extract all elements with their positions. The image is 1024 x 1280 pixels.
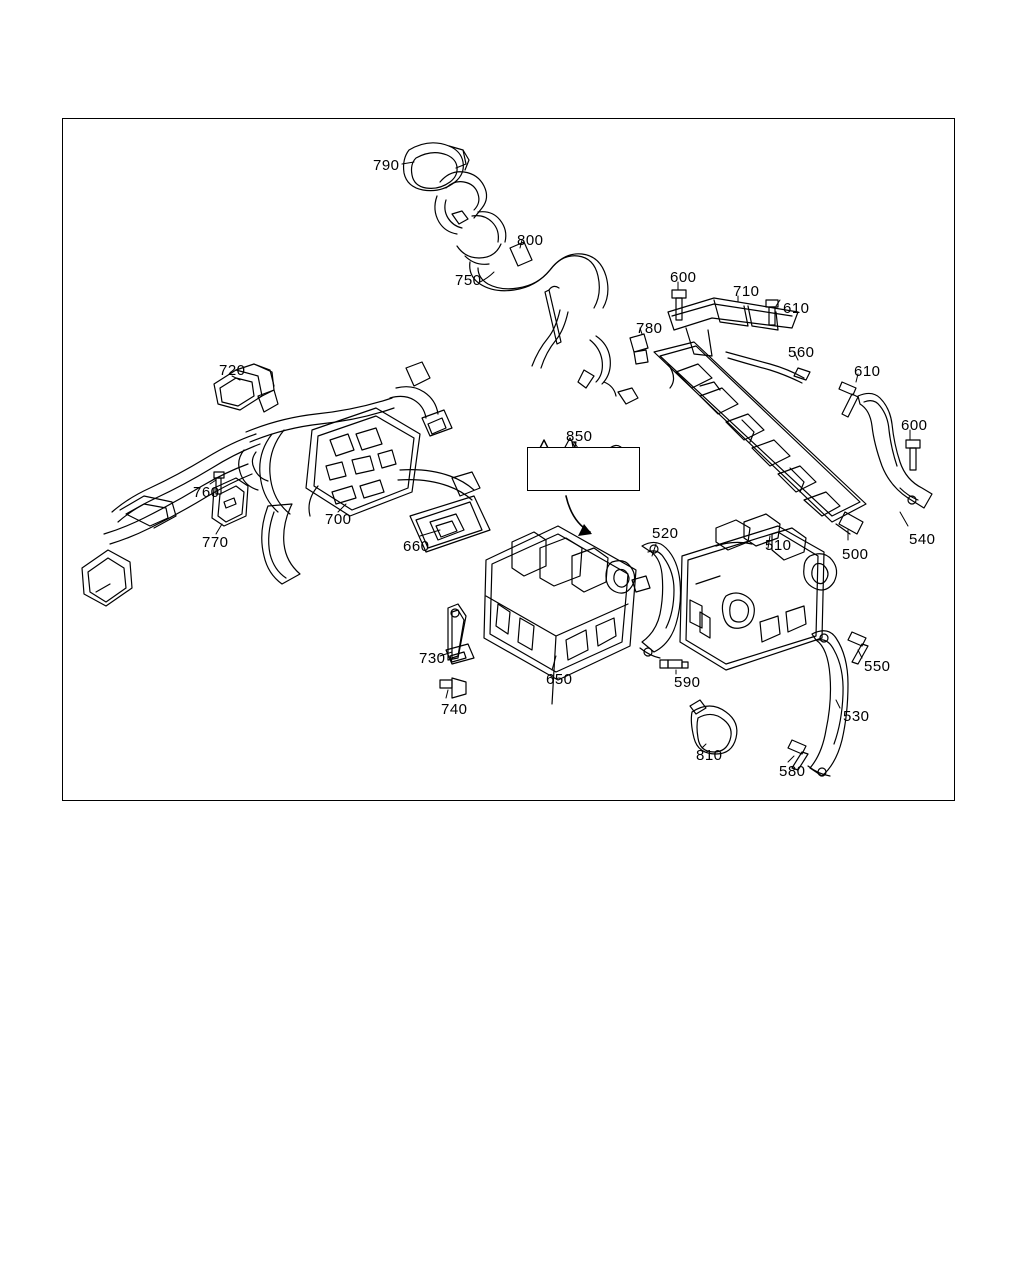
callout-600-lower: 600 bbox=[901, 417, 928, 434]
callout-560: 560 bbox=[788, 344, 815, 361]
callout-700: 700 bbox=[325, 511, 352, 528]
warning-label-box bbox=[527, 447, 640, 491]
callout-720: 720 bbox=[219, 362, 246, 379]
callout-530: 530 bbox=[843, 708, 870, 725]
callout-810: 810 bbox=[696, 747, 723, 764]
callout-510: 510 bbox=[765, 537, 792, 554]
callout-850: 850 bbox=[566, 428, 593, 445]
callout-750: 750 bbox=[455, 272, 482, 289]
callout-790: 790 bbox=[373, 157, 400, 174]
callout-660: 660 bbox=[403, 538, 430, 555]
callout-740: 740 bbox=[441, 701, 468, 718]
callout-770: 770 bbox=[202, 534, 229, 551]
callout-610-a: 610 bbox=[783, 300, 810, 317]
callout-540: 540 bbox=[909, 531, 936, 548]
callout-710: 710 bbox=[733, 283, 760, 300]
callout-580: 580 bbox=[779, 763, 806, 780]
callout-610-b: 610 bbox=[854, 363, 881, 380]
callout-730: 730 bbox=[419, 650, 446, 667]
callout-500: 500 bbox=[842, 546, 869, 563]
diagram-frame bbox=[62, 118, 955, 801]
callout-590: 590 bbox=[674, 674, 701, 691]
callout-760: 760 bbox=[193, 484, 220, 501]
callout-780: 780 bbox=[636, 320, 663, 337]
callout-520: 520 bbox=[652, 525, 679, 542]
callout-550: 550 bbox=[864, 658, 891, 675]
callout-800: 800 bbox=[517, 232, 544, 249]
callout-650: 650 bbox=[546, 671, 573, 688]
callout-600-upper: 600 bbox=[670, 269, 697, 286]
